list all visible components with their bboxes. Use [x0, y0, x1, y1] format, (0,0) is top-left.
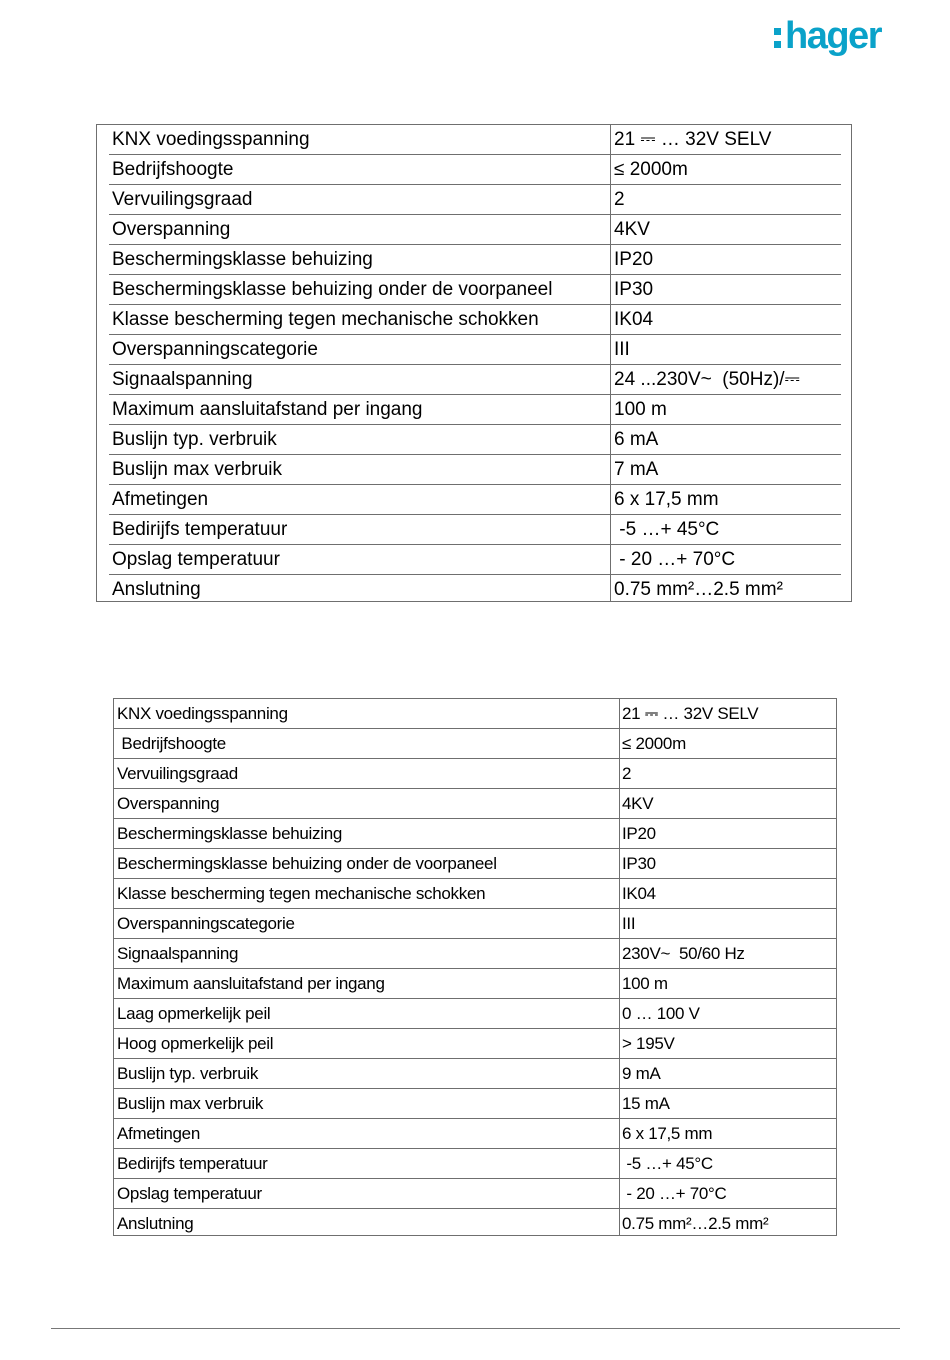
spec-label: Laag opmerkelijk peil [117, 1004, 271, 1023]
table-row [109, 515, 841, 545]
spec-value: IP30 [622, 854, 656, 873]
spec-label: Signaalspanning [112, 369, 253, 390]
spec-label: Vervuilingsgraad [117, 764, 238, 783]
table-row [109, 305, 841, 335]
spec-label: Beschermingsklasse behuizing [112, 249, 373, 270]
spec-table-1 [96, 124, 852, 602]
table-row [109, 185, 841, 215]
footer-divider [51, 1328, 900, 1329]
spec-label: Buslijn typ. verbruik [117, 1064, 259, 1083]
spec-label: KNX voedingsspanning [112, 129, 310, 150]
table-row [109, 485, 841, 515]
spec-value: IP20 [622, 824, 656, 843]
table-row [109, 545, 841, 575]
table-row [114, 1149, 836, 1179]
spec-label: Afmetingen [112, 489, 209, 510]
logo-dots [774, 28, 782, 54]
spec-value: 7 mA [614, 459, 659, 480]
spec-value: - 20 …+ 70°C [614, 549, 736, 570]
table-row [109, 455, 841, 485]
spec-label: Bedirijfs temperatuur [112, 519, 288, 540]
spec-value: III [614, 339, 630, 360]
table-row [109, 365, 841, 395]
spec-value: > 195V [622, 1034, 675, 1053]
spec-label: Anslutning [117, 1214, 194, 1233]
spec-value: 0 … 100 V [622, 1004, 700, 1023]
table-row [114, 759, 836, 789]
spec-label: Overspanningscategorie [117, 914, 295, 933]
spec-label: KNX voedingsspanning [117, 704, 288, 723]
spec-value: 6 x 17,5 mm [614, 489, 719, 510]
table-row [109, 575, 841, 605]
table-row [109, 125, 841, 155]
table-row [114, 789, 836, 819]
spec-label: Buslijn max verbruik [117, 1094, 264, 1113]
table-row [109, 395, 841, 425]
table-row [109, 155, 841, 185]
spec-label: Buslijn typ. verbruik [112, 429, 277, 450]
table-row [109, 215, 841, 245]
spec-label: Overspanning [117, 794, 220, 813]
table-row [114, 1119, 836, 1149]
spec-value: 4KV [622, 794, 654, 813]
spec-value: IP30 [614, 279, 654, 300]
table-row [114, 999, 836, 1029]
spec-label: Opslag temperatuur [112, 549, 280, 570]
spec-value: -5 …+ 45°C [614, 519, 720, 540]
spec-label: Hoog opmerkelijk peil [117, 1034, 274, 1053]
spec-value: ≤ 2000m [614, 159, 688, 180]
spec-value: 100 m [622, 974, 668, 993]
spec-value: 0.75 mm²…2.5 mm² [622, 1214, 769, 1233]
table-row [109, 245, 841, 275]
spec-value: 230V~ 50/60 Hz [622, 944, 745, 963]
table-row [114, 849, 836, 879]
logo-text: hager [785, 15, 881, 57]
spec-value: 0.75 mm²…2.5 mm² [614, 579, 783, 600]
spec-label: Signaalspanning [117, 944, 239, 963]
table-row [114, 879, 836, 909]
spec-label: Klasse bescherming tegen mechanische schokken [112, 309, 539, 330]
spec-value: IK04 [622, 884, 656, 903]
spec-label: Maximum aansluitafstand per ingang [112, 399, 423, 420]
spec-label: Klasse bescherming tegen mechanische schokken [117, 884, 486, 903]
spec-value: 9 mA [622, 1064, 661, 1083]
spec-value: ≤ 2000m [622, 734, 686, 753]
table-row [114, 939, 836, 969]
spec-label: Vervuilingsgraad [112, 189, 253, 210]
spec-label: Bedirijfs temperatuur [117, 1154, 268, 1173]
table-row [114, 1179, 836, 1209]
spec-label: Buslijn max verbruik [112, 459, 282, 480]
table-row [114, 819, 836, 849]
spec-value: 6 mA [614, 429, 659, 450]
spec-label: Afmetingen [117, 1124, 200, 1143]
spec-value: 6 x 17,5 mm [622, 1124, 713, 1143]
spec-value: - 20 …+ 70°C [622, 1184, 727, 1203]
spec-value: 21 ⎓ … 32V SELV [614, 129, 772, 150]
table-row [109, 275, 841, 305]
spec-label: Anslutning [112, 579, 201, 600]
spec-value: III [622, 914, 636, 933]
spec-label: Bedrijfshoogte [112, 159, 234, 180]
spec-label: Overspanning [112, 219, 231, 240]
spec-value: 2 [622, 764, 632, 783]
spec-value: 2 [614, 189, 625, 210]
spec-label: Maximum aansluitafstand per ingang [117, 974, 385, 993]
table-row [114, 909, 836, 939]
spec-value: -5 …+ 45°C [622, 1154, 713, 1173]
spec-label: Bedrijfshoogte [117, 734, 226, 753]
spec-label: Overspanningscategorie [112, 339, 318, 360]
table-row [114, 699, 836, 729]
spec-label: Beschermingsklasse behuizing onder de voorpaneel [117, 854, 497, 873]
spec-value: 100 m [614, 399, 667, 420]
table-row [114, 1029, 836, 1059]
table-row [109, 425, 841, 455]
spec-label: Beschermingsklasse behuizing onder de voorpaneel [112, 279, 553, 300]
spec-label: Beschermingsklasse behuizing [117, 824, 343, 843]
table-row [114, 729, 836, 759]
table-row [114, 1209, 836, 1239]
spec-value: IP20 [614, 249, 654, 270]
spec-value: 24 ...230V~ (50Hz)/⎓ [614, 369, 800, 390]
spec-value: 4KV [614, 219, 650, 240]
spec-value: IK04 [614, 309, 654, 330]
table-row [114, 1059, 836, 1089]
spec-label: Opslag temperatuur [117, 1184, 262, 1203]
spec-table-2 [113, 698, 837, 1236]
table-row [109, 335, 841, 365]
table-row [114, 1089, 836, 1119]
table-row [114, 969, 836, 999]
spec-value: 21 ⎓ … 32V SELV [622, 704, 759, 723]
spec-value: 15 mA [622, 1094, 670, 1113]
